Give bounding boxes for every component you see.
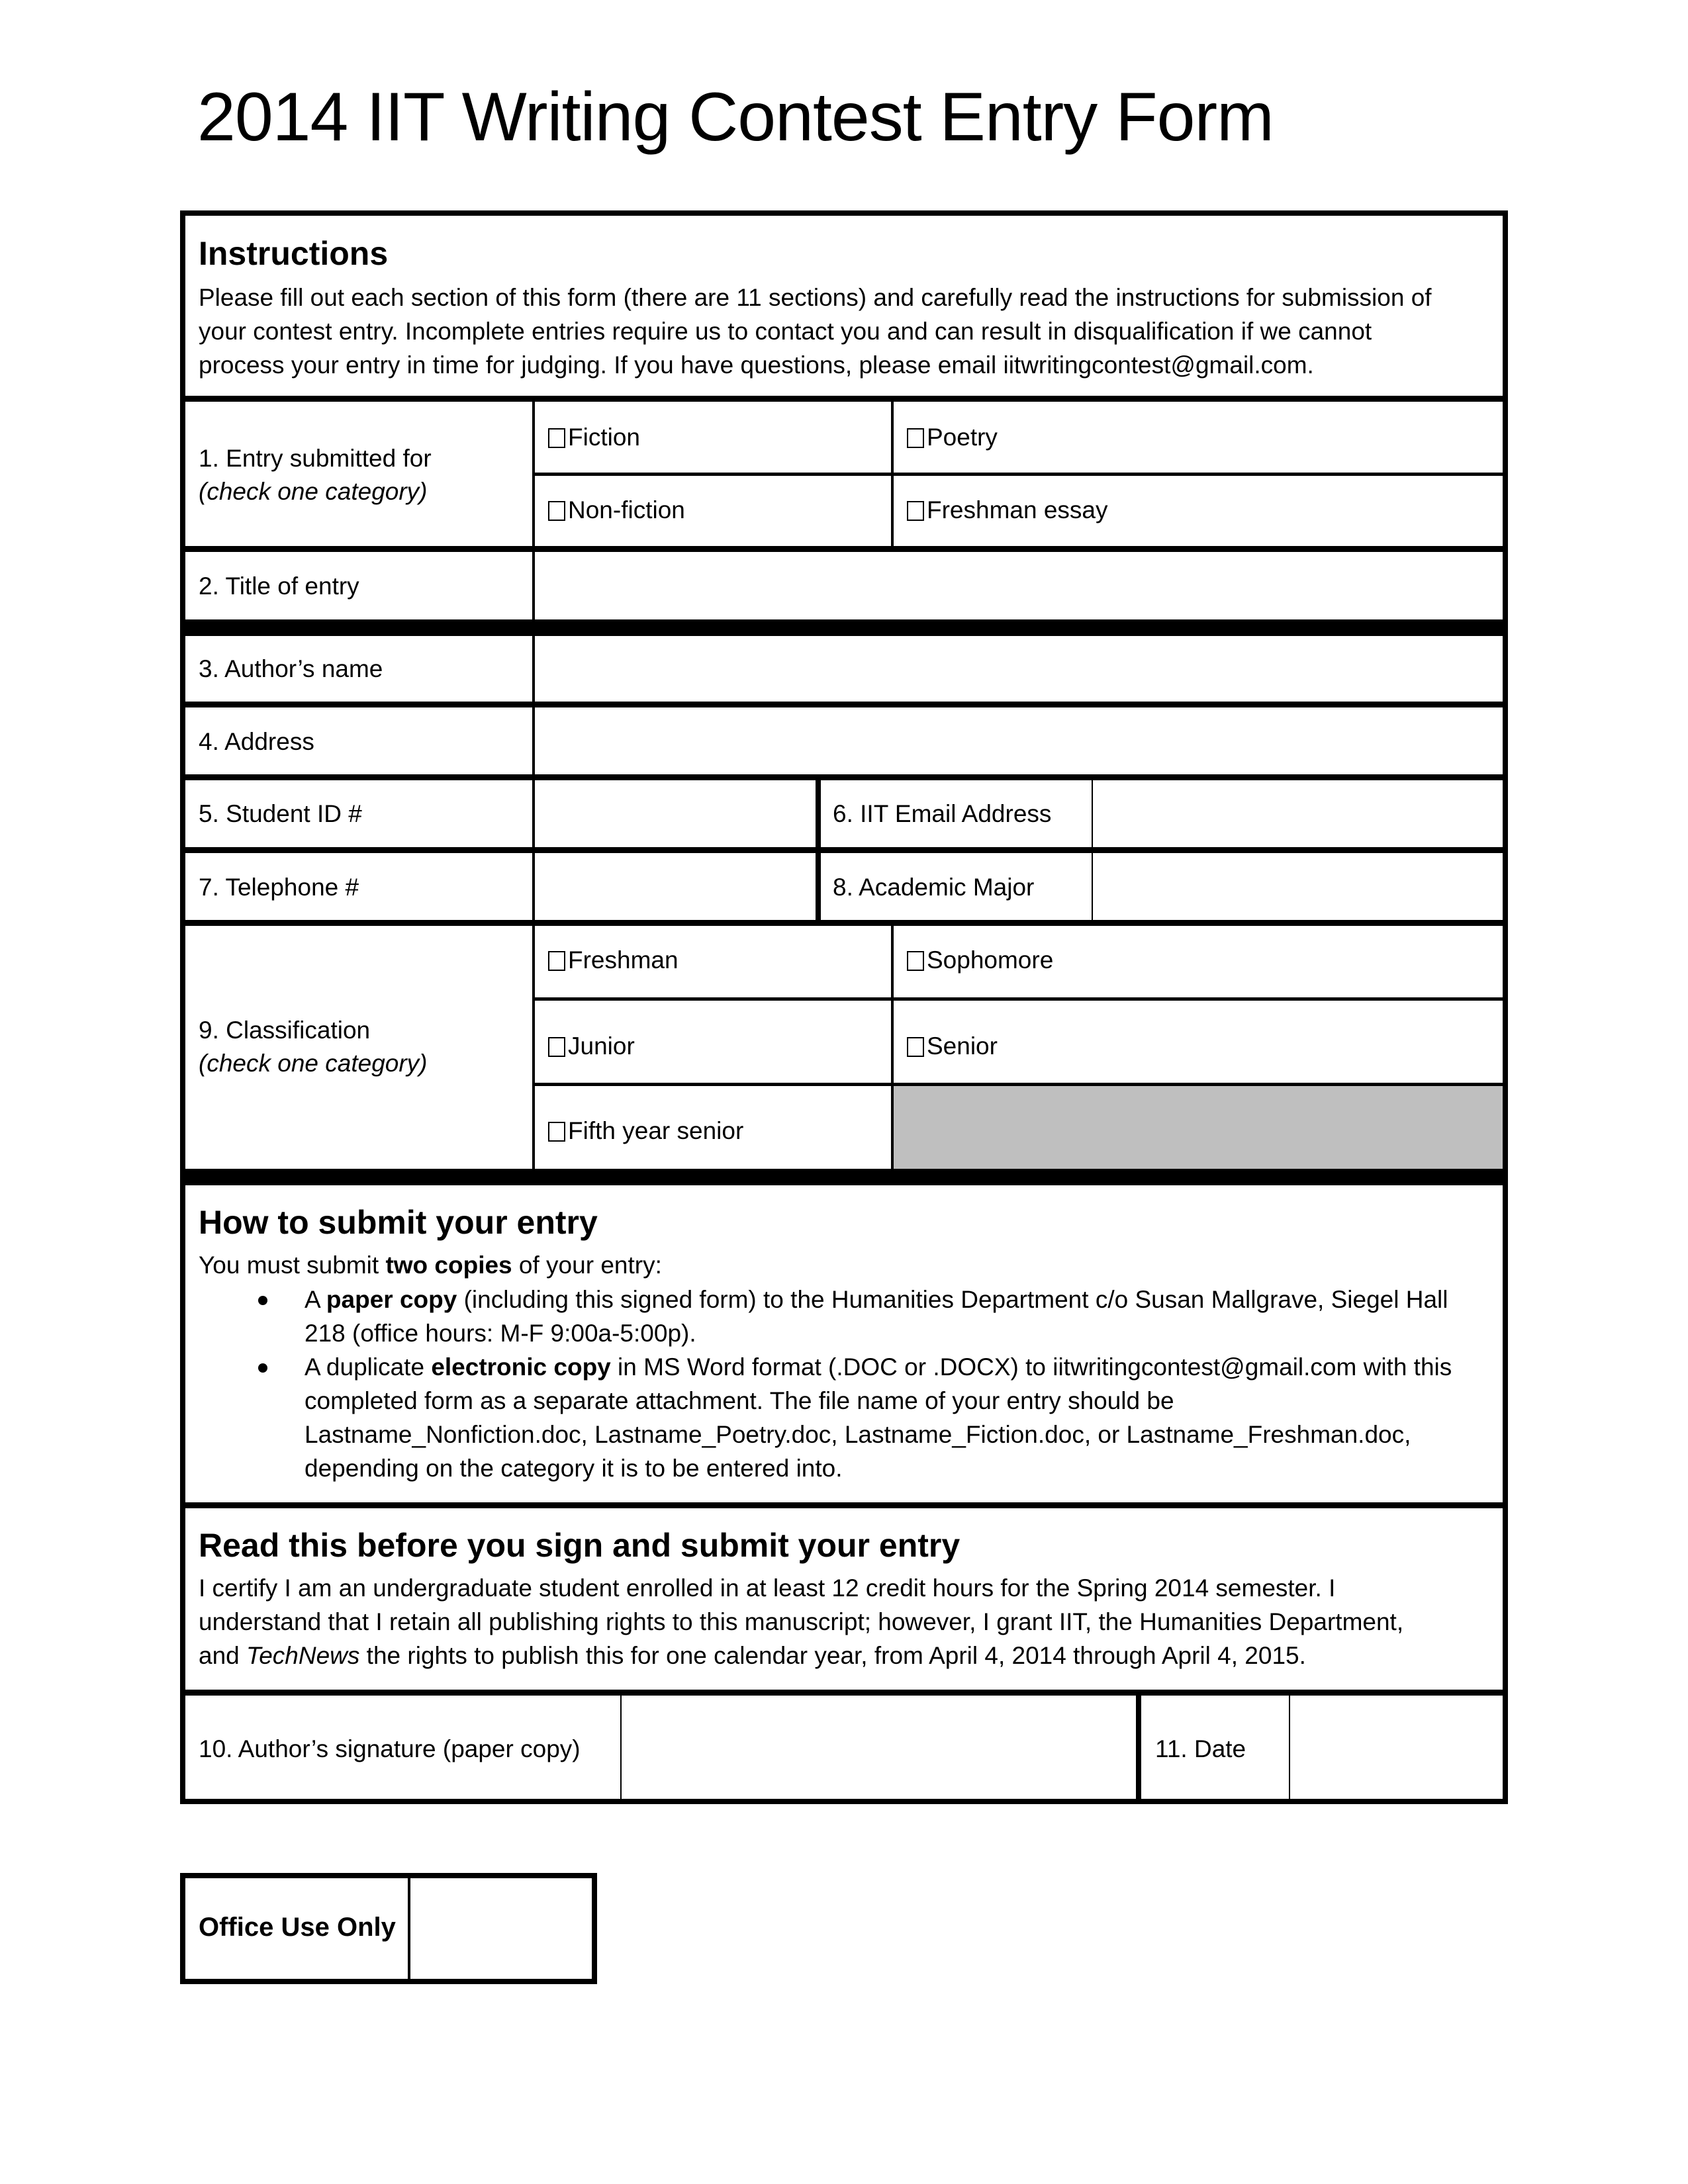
divider bbox=[534, 473, 1508, 476]
instructions-text bbox=[199, 281, 1432, 382]
entry-category-label bbox=[199, 442, 432, 508]
class-option-fifth-year-senior[interactable] bbox=[548, 1117, 743, 1145]
date-field[interactable] bbox=[1291, 1696, 1503, 1799]
author-name-field[interactable] bbox=[536, 636, 1503, 702]
telephone-label: 7. Telephone # bbox=[199, 874, 359, 901]
category-option-poetry[interactable] bbox=[907, 424, 998, 451]
divider bbox=[1092, 780, 1093, 921]
divider bbox=[180, 396, 1508, 402]
iit-email-field[interactable] bbox=[1094, 780, 1503, 847]
divider bbox=[620, 1694, 622, 1804]
option-label: Freshman bbox=[568, 946, 679, 974]
page-title: 2014 IIT Writing Contest Entry Form bbox=[197, 79, 1274, 156]
certification-text: I certify I am an undergraduate student enrolled in at least 12 credit hours for the Spring 2014 semester. I understand that I retain all publishing rights to this manuscript; however, I grant IIT, the Humanities Department, and TechNews the rights to publish this for one calendar year, from April 4, 2014 through April 4, 2015. bbox=[199, 1574, 1404, 1669]
title-of-entry-label: 2. Title of entry bbox=[199, 572, 359, 600]
entry-category-label-text: 1. Entry submitted for bbox=[199, 445, 432, 472]
instructions-line: Please fill out each section of this form (there are 11 sections) and carefully read the instructions for submission of bbox=[199, 284, 1432, 311]
divider bbox=[1289, 1694, 1290, 1804]
submit-bullet-electronic: A duplicate electronic copy in MS Word format (.DOC or .DOCX) to iitwritingcontest@gmail.com with this completed form as a separate attachment. The file name of your entry should be Lastname_Nonfiction.doc, Lastname_Poetry.doc, Lastname_Fiction.doc, or Lastname_Freshman.doc, depending on the category it is to be entered into. bbox=[305, 1353, 1452, 1482]
iit-email-label: 6. IIT Email Address bbox=[833, 800, 1052, 827]
author-name-label: 3. Author’s name bbox=[199, 655, 383, 682]
classification-label-text: 9. Classification bbox=[199, 1017, 371, 1044]
checkbox-icon[interactable] bbox=[548, 1122, 565, 1142]
student-id-label: 5. Student ID # bbox=[199, 800, 362, 827]
student-id-field[interactable] bbox=[536, 780, 816, 847]
checkbox-icon[interactable] bbox=[907, 501, 924, 521]
class-option-freshman[interactable] bbox=[548, 946, 679, 974]
academic-major-label: 8. Academic Major bbox=[833, 874, 1035, 901]
option-label: Fifth year senior bbox=[568, 1117, 744, 1144]
checkbox-icon[interactable] bbox=[548, 1037, 565, 1057]
telephone-field[interactable] bbox=[536, 853, 816, 920]
divider bbox=[816, 780, 821, 921]
category-option-fiction[interactable] bbox=[548, 424, 640, 451]
office-use-field bbox=[410, 1878, 592, 1979]
divider bbox=[534, 997, 1508, 1001]
bullet-icon bbox=[258, 1296, 267, 1305]
class-option-sophomore[interactable] bbox=[907, 946, 1053, 974]
divider bbox=[180, 774, 1508, 780]
option-label: Senior bbox=[927, 1032, 998, 1060]
checkbox-icon[interactable] bbox=[548, 501, 565, 521]
address-label: 4. Address bbox=[199, 728, 314, 755]
divider bbox=[180, 920, 1508, 926]
checkbox-icon[interactable] bbox=[548, 951, 565, 971]
instructions-line: your contest entry. Incomplete entries require us to contact you and can result in disqualification if we cannot bbox=[199, 318, 1372, 345]
instructions-heading: Instructions bbox=[199, 235, 389, 272]
checkbox-icon[interactable] bbox=[907, 1037, 924, 1057]
divider bbox=[180, 1169, 1508, 1185]
category-option-non-fiction[interactable] bbox=[548, 496, 685, 524]
grey-filler-cell bbox=[894, 1086, 1503, 1169]
divider bbox=[532, 401, 535, 1170]
divider bbox=[891, 401, 894, 548]
address-field[interactable] bbox=[536, 707, 1503, 774]
checkbox-icon[interactable] bbox=[907, 428, 924, 448]
signature-label: 10. Author’s signature (paper copy) bbox=[199, 1735, 581, 1762]
submit-bullet-paper: A paper copy (including this signed form) to the Humanities Department c/o Susan Mallgrave, Siegel Hall 218 (office hours: M-F 9:00a-5:00p). bbox=[305, 1286, 1448, 1347]
how-to-submit-heading: How to submit your entry bbox=[199, 1204, 598, 1241]
class-option-senior[interactable] bbox=[907, 1032, 998, 1060]
date-label: 11. Date bbox=[1155, 1735, 1246, 1762]
divider bbox=[180, 1690, 1508, 1696]
option-label: Sophomore bbox=[927, 946, 1054, 974]
divider bbox=[180, 1502, 1508, 1508]
office-use-label: Office Use Only bbox=[199, 1913, 396, 1942]
classification-label bbox=[199, 1014, 428, 1080]
bullet-icon bbox=[258, 1363, 267, 1373]
checkbox-icon[interactable] bbox=[548, 428, 565, 448]
divider bbox=[180, 702, 1508, 707]
option-label: Fiction bbox=[568, 424, 640, 451]
how-to-submit-intro: You must submit two copies of your entry: bbox=[199, 1251, 662, 1279]
instructions-line: process your entry in time for judging. If you have questions, please email iitwritingcontest@gmail.com. bbox=[199, 351, 1314, 379]
divider bbox=[180, 546, 1508, 552]
academic-major-field[interactable] bbox=[1094, 853, 1503, 920]
title-of-entry-field[interactable] bbox=[536, 552, 1503, 619]
option-label: Poetry bbox=[927, 424, 998, 451]
option-label: Non-fiction bbox=[568, 496, 685, 523]
signature-field[interactable] bbox=[622, 1696, 1136, 1799]
certification-heading: Read this before you sign and submit your entry bbox=[199, 1527, 961, 1564]
divider bbox=[180, 847, 1508, 853]
option-label: Junior bbox=[568, 1032, 635, 1060]
category-option-freshman-essay[interactable] bbox=[907, 496, 1108, 524]
class-option-junior[interactable] bbox=[548, 1032, 635, 1060]
classification-sublabel: (check one category) bbox=[199, 1050, 428, 1077]
divider bbox=[1136, 1694, 1141, 1804]
option-label: Freshman essay bbox=[927, 496, 1108, 523]
entry-category-sublabel: (check one category) bbox=[199, 478, 428, 505]
divider bbox=[180, 619, 1508, 636]
checkbox-icon[interactable] bbox=[907, 951, 924, 971]
